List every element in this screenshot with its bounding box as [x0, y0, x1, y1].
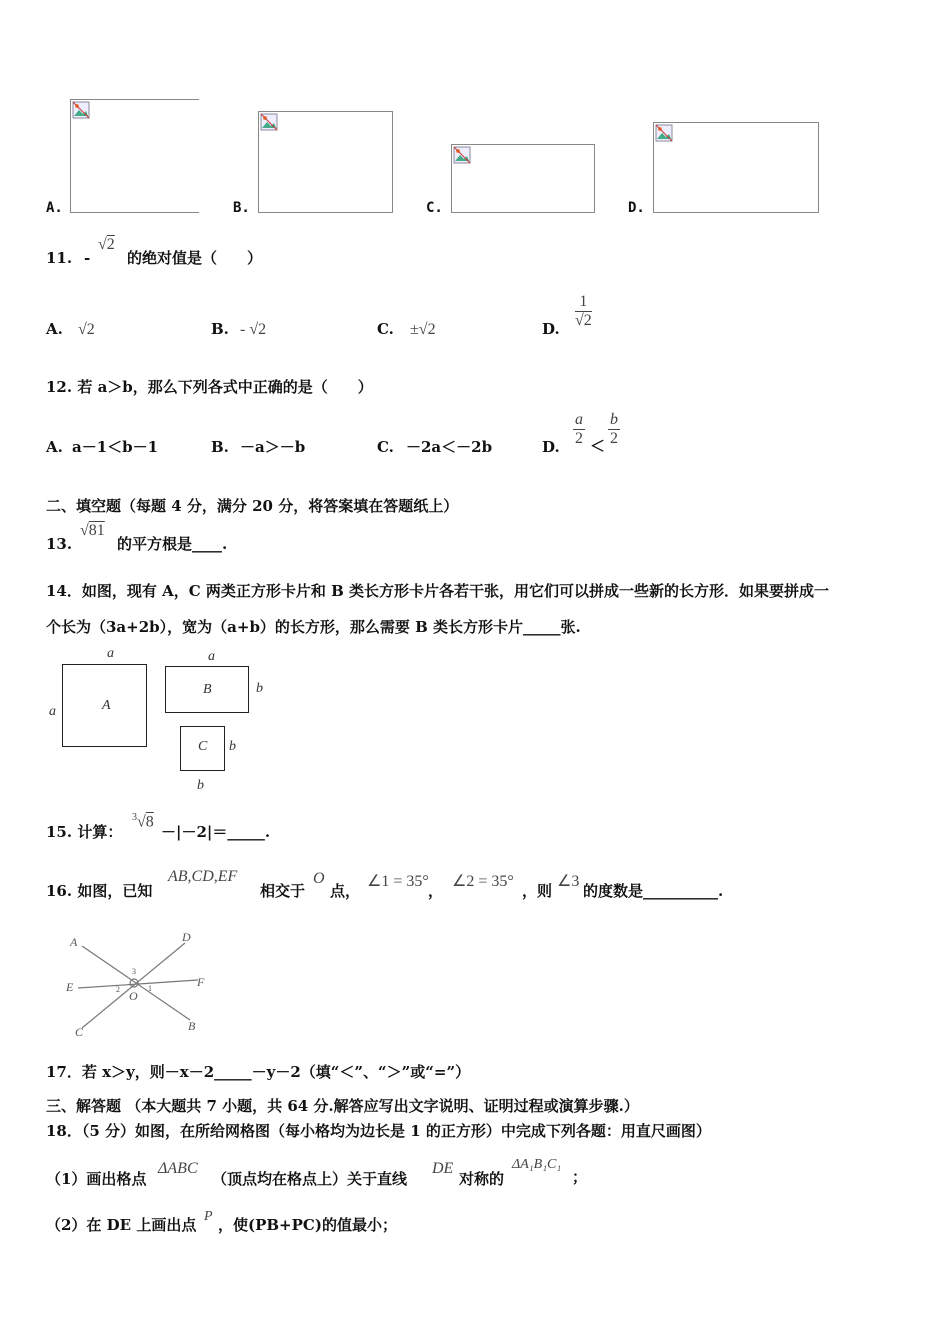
- q16-angle2: ∠2 = 35°: [452, 873, 514, 890]
- q11-option-b-label: B.: [211, 320, 229, 338]
- q12-option-d-frac-b: $\frac{b}{2}$: [610, 411, 618, 447]
- broken-image-icon: [453, 146, 471, 164]
- q16-number: 16. 如图，已知: [46, 882, 153, 900]
- card-a-left-label: a: [49, 704, 56, 719]
- angle-1-label: 1: [148, 984, 152, 993]
- q13-radical: √81: [80, 522, 105, 539]
- q12-option-d-frac-a: $\frac{a}{2}$: [575, 411, 583, 447]
- section2-title: 二、填空题（每题 4 分，满分 20 分，将答案填在答题纸上）: [46, 497, 459, 515]
- broken-image-icon: [72, 101, 90, 119]
- q18-p1-mid2: 对称的: [459, 1170, 505, 1188]
- q12-option-b: －a＞－b: [240, 438, 306, 456]
- card-b-label: B: [203, 682, 212, 697]
- q11-option-c: ±√2: [410, 321, 436, 338]
- angle-2-label: 2: [116, 985, 120, 994]
- option-a-label: A.: [46, 200, 63, 216]
- option-b-image: [258, 111, 393, 213]
- q18-p2-prefix: （2）在 DE 上画出点: [46, 1216, 197, 1234]
- q18-p1-line: DE: [432, 1160, 454, 1177]
- option-d-image: [653, 122, 819, 213]
- card-c-bottom-label: b: [197, 778, 204, 793]
- angle-3-label: 3: [132, 967, 136, 976]
- broken-image-icon: [260, 113, 278, 131]
- q16-stem: 的度数是__________.: [583, 882, 724, 900]
- point-c-label: C: [75, 1025, 84, 1039]
- q16-lines: AB,CD,EF: [168, 868, 238, 885]
- q18-p2-stem: ，使(PB+PC)的值最小；: [218, 1216, 397, 1234]
- q12-option-d-rel: ＜: [590, 437, 606, 455]
- q11-option-b: - √2: [240, 321, 267, 338]
- q18-p1-end: ；: [572, 1168, 588, 1186]
- q11-option-d: $\frac{1}{√2}$: [575, 293, 592, 329]
- q12-option-a-label: A.: [46, 438, 63, 456]
- q16-sep: ，: [428, 882, 444, 900]
- q13-number: 13.: [46, 535, 73, 553]
- point-o-label: O: [129, 989, 138, 1003]
- q18-p1-triangle-image: ΔA₁B₁C₁: [512, 1157, 562, 1172]
- q15-prefix: 15. 计算：: [46, 823, 123, 841]
- q18-p1-prefix: （1）画出格点: [46, 1170, 147, 1188]
- q11-option-a: √2: [78, 321, 95, 338]
- option-a-image: [70, 99, 199, 213]
- q18-head: 18．（5 分）如图，在所给网格图（每小格均为边长是 1 的正方形）中完成下列各题：用直尺画图）: [46, 1122, 711, 1140]
- card-c-label: C: [198, 739, 208, 754]
- q16-then: ，则: [522, 882, 553, 900]
- q12-option-a: a－1＜b－1: [72, 438, 159, 456]
- card-b-right-label: b: [256, 681, 263, 696]
- card-c-right-label: b: [229, 739, 236, 754]
- option-c-image: [451, 144, 595, 213]
- option-c-label: C.: [426, 200, 443, 216]
- q14-line1: 14．如图，现有 A，C 两类正方形卡片和 B 类长方形卡片各若干张，用它们可以拼成一些新的长方形．如果要拼成一: [46, 582, 830, 600]
- q15-stem: －|－2|＝_____.: [161, 823, 271, 841]
- q12-stem: 12. 若 a＞b，那么下列各式中正确的是（ ）: [46, 378, 373, 396]
- point-e-label: E: [66, 980, 74, 994]
- card-b-top-label: a: [208, 649, 215, 664]
- option-b-label: B.: [233, 200, 250, 216]
- card-a-label: A: [102, 698, 111, 713]
- option-d-label: D.: [628, 200, 645, 216]
- q18-p1-mid: （顶点均在格点上）关于直线: [212, 1170, 408, 1188]
- q12-option-c-label: C.: [377, 438, 394, 456]
- q18-p2-point: P: [204, 1209, 213, 1224]
- point-f-label: F: [197, 975, 205, 989]
- q11-stem: 的绝对值是（ ）: [127, 249, 263, 267]
- line-cd: [82, 943, 185, 1028]
- q16-mid: 相交于: [260, 882, 306, 900]
- q16-mid2: 点，: [330, 882, 361, 900]
- q17-stem: 17．若 x＞y，则－x－2_____－y－2（填“＜”、“＞”或“=”）: [46, 1063, 471, 1081]
- q11-radical: √2: [98, 236, 115, 253]
- q15-cube-root: $^3$√8: [132, 812, 154, 831]
- q12-option-b-label: B.: [211, 438, 229, 456]
- q13-stem: 的平方根是____.: [117, 535, 228, 553]
- q11-option-d-label: D.: [542, 320, 560, 338]
- broken-image-icon: [655, 124, 673, 142]
- q11-number: 11.: [46, 249, 73, 267]
- q11-option-c-label: C.: [377, 320, 394, 338]
- q16-point: O: [313, 870, 325, 887]
- q16-angle3: ∠3: [557, 873, 580, 890]
- q16-angle1: ∠1 = 35°: [367, 873, 429, 890]
- q11-option-a-label: A.: [46, 320, 63, 338]
- q18-p1-triangle: ΔABC: [158, 1160, 198, 1177]
- card-a-top-label: a: [107, 646, 114, 661]
- q16-intersecting-lines-figure: [60, 928, 220, 1040]
- q11-prefix: -: [84, 249, 91, 267]
- section3-title: 三、解答题 （本大题共 7 小题，共 64 分.解答应写出文字说明、证明过程或演算步骤.）: [46, 1097, 639, 1115]
- q12-option-d-label: D.: [542, 438, 560, 456]
- point-b-label: B: [188, 1019, 196, 1033]
- point-d-label: D: [182, 930, 191, 944]
- point-a-label: A: [70, 935, 78, 949]
- q14-line2: 个长为（3a+2b），宽为（a+b）的长方形，那么需要 B 类长方形卡片_____张.: [46, 618, 581, 636]
- q12-option-c: －2a＜－2b: [406, 438, 493, 456]
